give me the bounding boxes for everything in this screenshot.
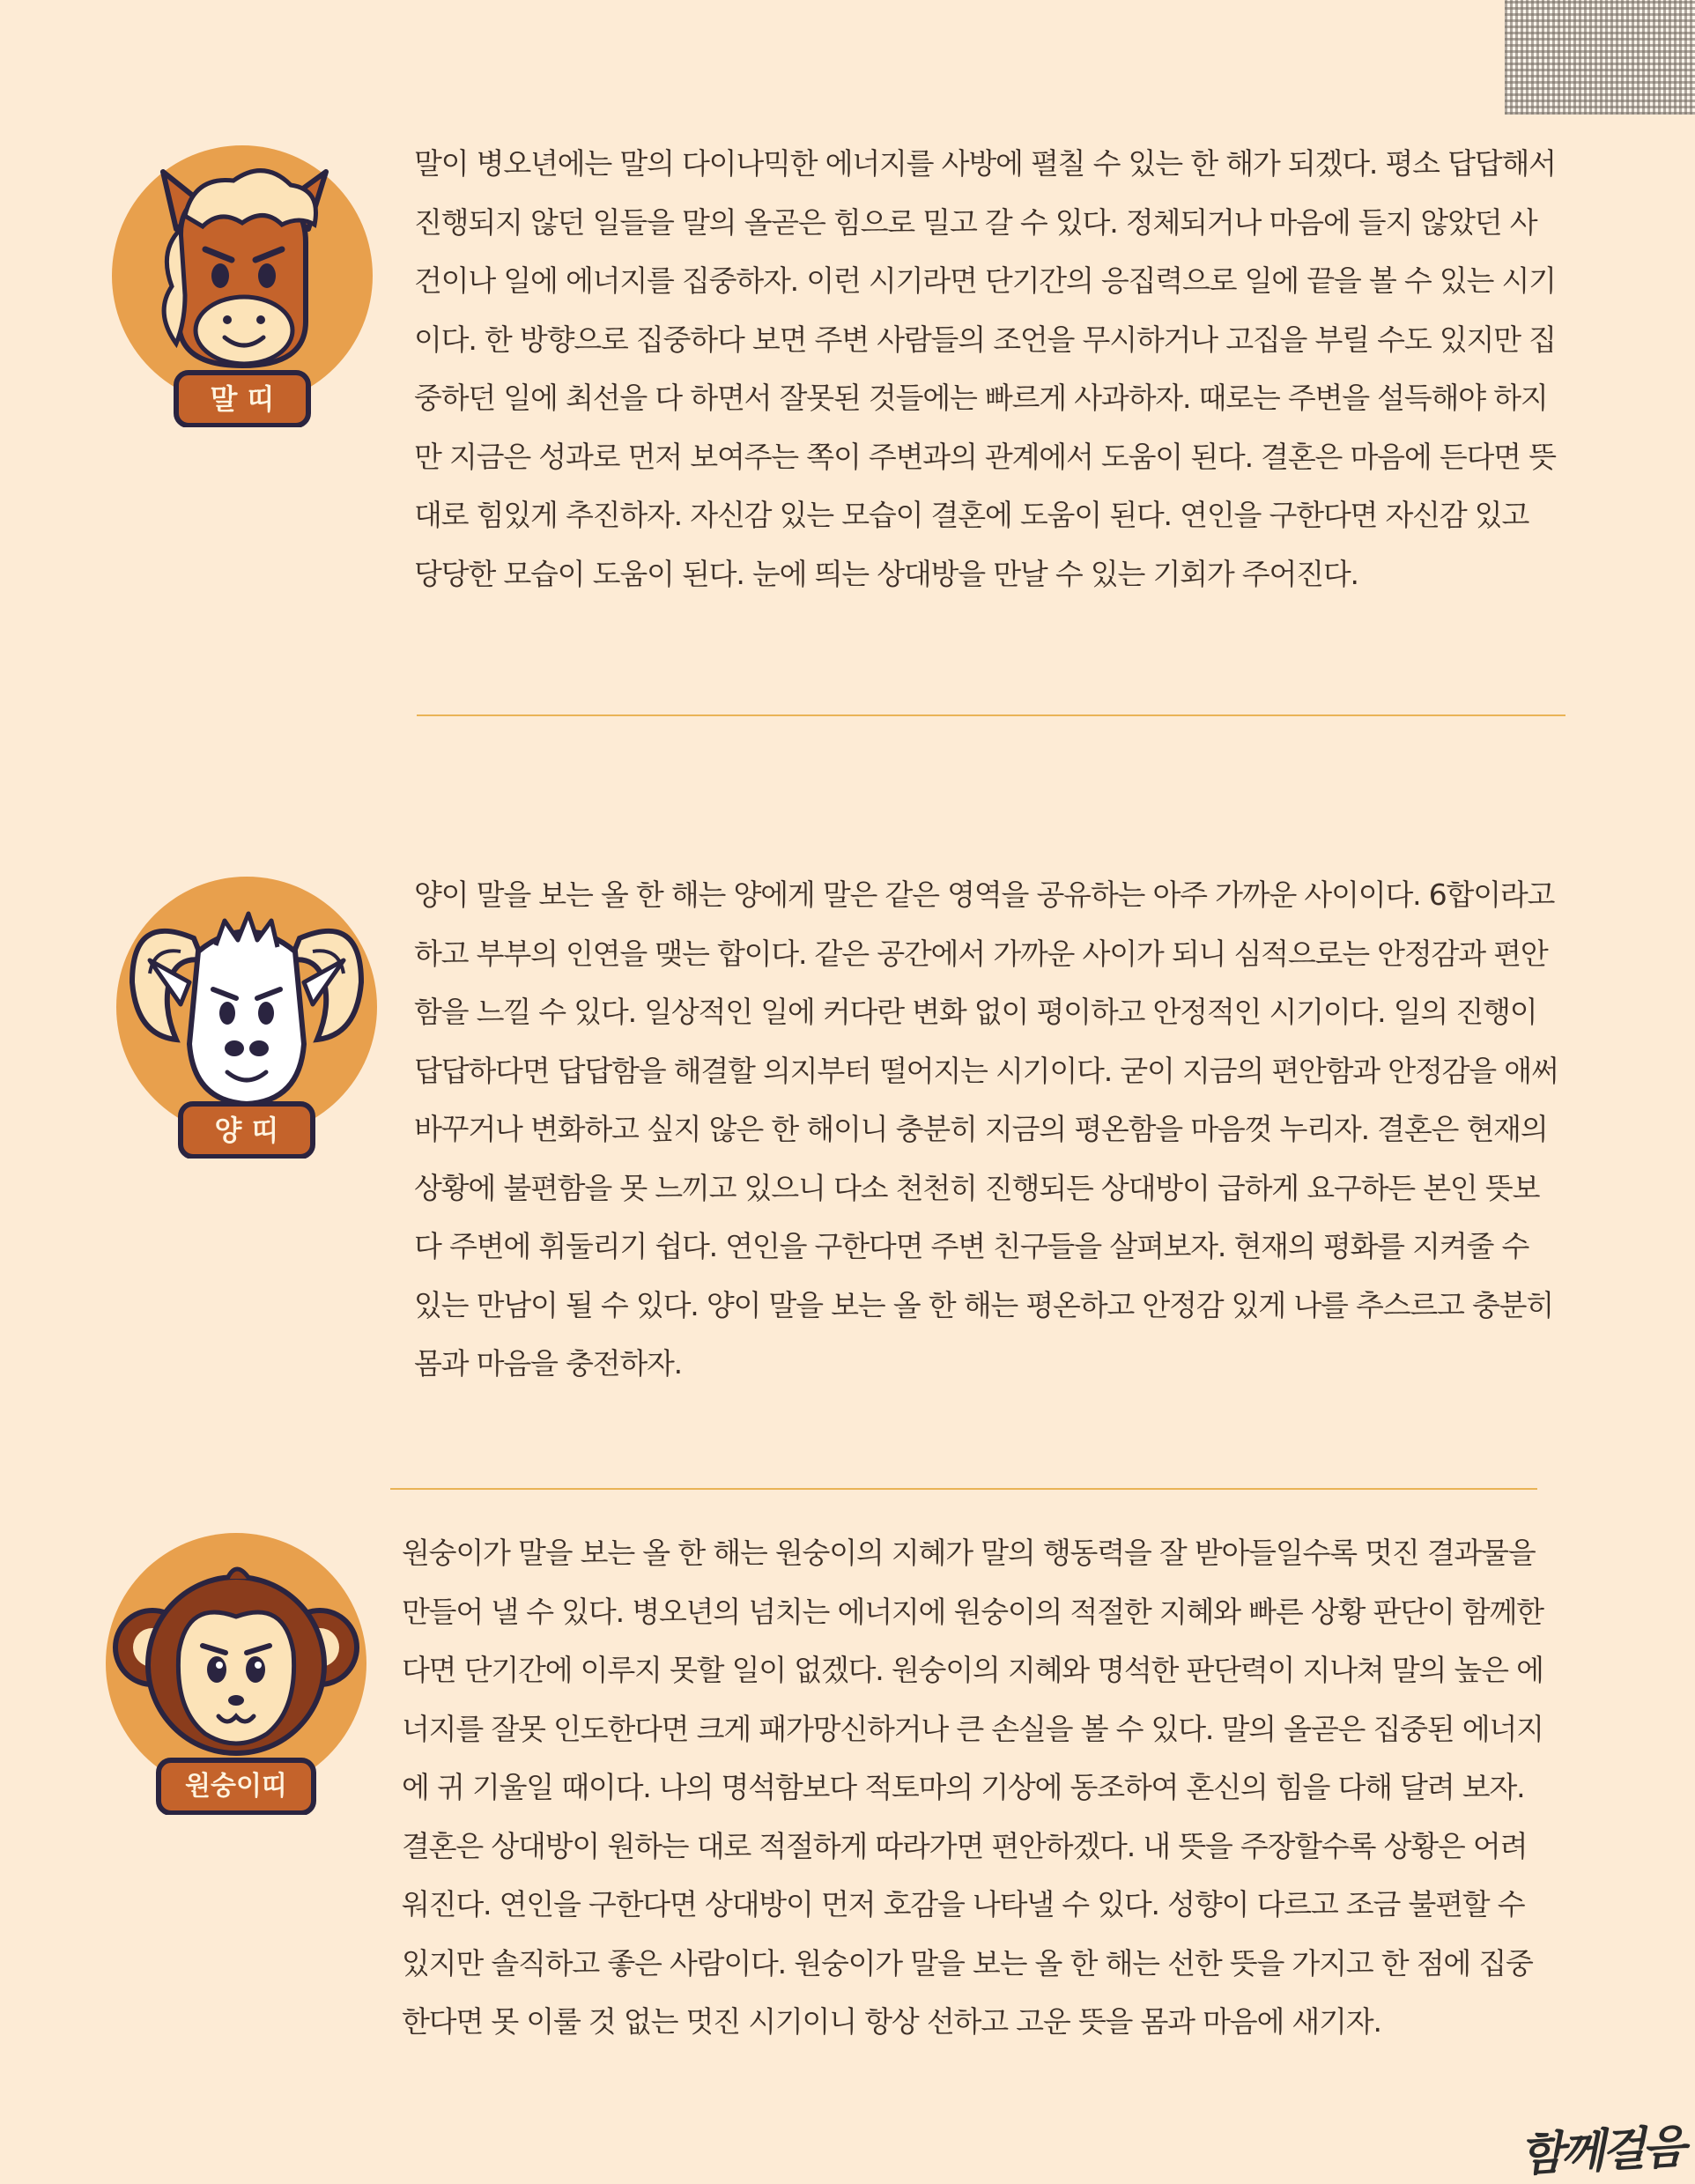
horse-paragraph: 말이 병오년에는 말의 다이나믹한 에너지를 사방에 펼칠 수 있는 한 해가 되겠다. 평소 답답해서 진행되지 않던 일들을 말의 올곧은 힘으로 밀고 갈 수 있다. 정체되거나 마음에 들지 않았던 사건이나 일에 에너지를 집중하자. 이런 시기라면 단기간의 응집력으로 일에 끝을 볼 수 있는 시기이다. 한 방향으로 집중하다 보면 주변 사람들의 조언을 무시하거나 고집을 부릴 수도 있지만 집중하던 일에 최선을 다 하면서 잘못된 것들에는 빠르게 사과하자. 때로는 주변을 설득해야 하지만 지금은 성과로 먼저 보여주는 쪽이 주변과의 관계에서 도움이 된다. 결혼은 마음에 든다면 뜻대로 힘있게 추진하자. 자신감 있는 모습이 결혼에 도움이 된다. 연인을 구한다면 자신감 있고 당당한 모습이 도움이 된다. 눈에 띄는 상대방을 만날 수 있는 기회가 주어진다. bbox=[414, 146, 1556, 591]
section-divider-1 bbox=[417, 714, 1565, 716]
sheep-paragraph: 양이 말을 보는 올 한 해는 양에게 말은 같은 영역을 공유하는 아주 가까운 사이이다. 6합이라고 하고 부부의 인연을 맺는 합이다. 같은 공간에서 가까운 사이가 되니 심적으로는 안정감과 편안함을 느낄 수 있다. 일상적인 일에 커다란 변화 없이 평이하고 안정적인 시기이다. 일의 진행이 답답하다면 답답함을 해결할 의지부터 떨어지는 시기이다. 굳이 지금의 편안함과 안정감을 애써 바꾸거나 변화하고 싶지 않은 한 해이니 충분히 지금의 평온함을 마음껏 누리자. 결혼은 현재의 상황에 불편함을 못 느끼고 있으니 다소 천천히 진행되든 상대방이 급하게 요구하든 본인 뜻보다 주변에 휘둘리기 쉽다. 연인을 구한다면 주변 친구들을 살펴보자. 현재의 평화를 지켜줄 수 있는 만남이 될 수 있다. 양이 말을 보는 올 한 해는 평온하고 안정감 있게 나를 추스르고 충분히 몸과 마음을 충전하자. bbox=[414, 877, 1558, 1381]
monkey-label: 원숭이띠 bbox=[185, 1771, 287, 1802]
section-divider-2 bbox=[390, 1488, 1537, 1490]
signature-logo: 함께걸음 bbox=[1518, 2120, 1684, 2182]
monkey-badge bbox=[104, 1533, 368, 1815]
horse-badge bbox=[110, 145, 374, 427]
horse-label: 말 띠 bbox=[210, 382, 275, 416]
qr-code-image bbox=[1505, 0, 1695, 115]
monkey-paragraph: 원숭이가 말을 보는 올 한 해는 원숭이의 지혜가 말의 행동력을 잘 받아들일수록 멋진 결과물을 만들어 낼 수 있다. 병오년의 넘치는 에너지에 원숭이의 적절한 지혜와 빠른 상황 판단이 함께한다면 단기간에 이루지 못할 일이 없겠다. 원숭이의 지혜와 명석한 판단력이 지나쳐 말의 높은 에너지를 잘못 인도한다면 크게 패가망신하거나 큰 손실을 볼 수 있다. 말의 올곧은 집중된 에너지에 귀 기울일 때이다. 나의 명석함보다 적토마의 기상에 동조하여 혼신의 힘을 다해 달려 보자. 결혼은 상대방이 원하는 대로 적절하게 따라가면 편안하겠다. 내 뜻을 주장할수록 상황은 어려워진다. 연인을 구한다면 상대방이 먼저 호감을 나타낼 수 있다. 성향이 다르고 조금 불편할 수 있지만 솔직하고 좋은 사람이다. 원숭이가 말을 보는 올 한 해는 선한 뜻을 가지고 한 점에 집중한다면 못 이룰 것 없는 멋진 시기이니 항상 선하고 고운 뜻을 몸과 마음에 새기자. bbox=[402, 1536, 1543, 2039]
sheep-badge bbox=[115, 877, 379, 1159]
sheep-label: 양 띠 bbox=[214, 1114, 279, 1147]
